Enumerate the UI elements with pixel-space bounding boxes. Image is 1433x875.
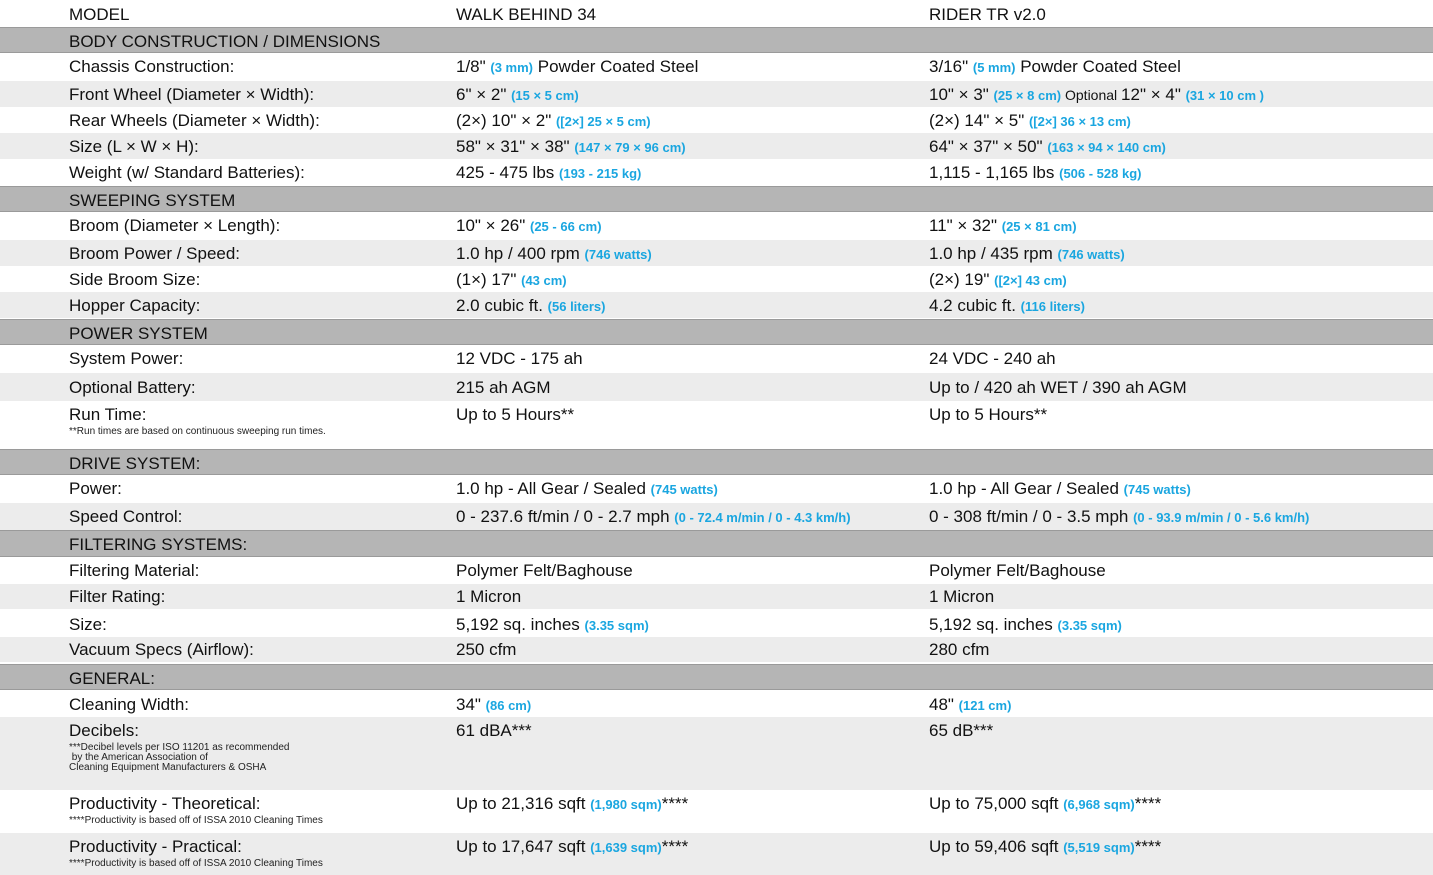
value-text: 1.0 hp / 400 rpm [456, 244, 585, 263]
walk-behind-value [456, 508, 851, 525]
rider-value [929, 641, 989, 658]
value-text: 5,192 sq. inches [929, 615, 1058, 634]
spec-label: Chassis Construction: [69, 57, 235, 76]
metric-conversion: (3 mm) [490, 60, 534, 75]
rider-value [929, 722, 993, 739]
value-text: 6" × 2" [456, 85, 512, 104]
spec-row [0, 717, 1433, 790]
value-text: 250 cfm [456, 640, 517, 659]
value-text: 215 ah AGM [456, 378, 551, 397]
walk-behind-value [456, 245, 652, 262]
value-text: 10" × 3" [929, 85, 994, 104]
metric-conversion: (746 watts) [584, 247, 652, 262]
metric-conversion: ([2×] 25 × 5 cm) [555, 114, 651, 129]
metric-conversion: (746 watts) [1057, 247, 1125, 262]
value-text: Up to 21,316 sqft [456, 794, 591, 813]
value-text: 1.0 hp / 435 rpm [929, 244, 1058, 263]
metric-conversion: (25 × 8 cm) [993, 88, 1062, 103]
value-text: Up to / 420 ah WET / 390 ah AGM [929, 378, 1187, 397]
spec-label: Run Time: [69, 405, 147, 424]
value-text: 5,192 sq. inches [456, 615, 585, 634]
walk-behind-value [456, 616, 649, 633]
spec-row [0, 373, 1433, 401]
spec-row [0, 346, 1433, 371]
value-text: 24 VDC - 240 ah [929, 349, 1056, 368]
metric-conversion: (3.35 sqm) [584, 618, 649, 633]
spec-row [0, 159, 1433, 185]
value-text: 10" × 26" [456, 216, 530, 235]
spec-label: Size (L × W × H): [69, 137, 199, 156]
walk-behind-value [456, 838, 688, 855]
metric-conversion: (116 liters) [1020, 299, 1085, 314]
rider-value [929, 217, 1077, 234]
value-text: 65 dB*** [929, 721, 994, 740]
value-text: 1 Micron [929, 587, 995, 606]
spec-label: Weight (w/ Standard Batteries): [69, 163, 305, 182]
spec-row [0, 292, 1433, 318]
header-row [0, 6, 1433, 26]
rider-value [929, 245, 1125, 262]
spec-row [0, 476, 1433, 501]
value-text: Up to 5 Hours** [929, 405, 1048, 424]
walk-behind-value [456, 722, 532, 739]
footnote: ***Decibel levels per ISO 11201 as recommended by the American Association of Cleaning Equipment Manufacturers & OSHA [69, 742, 290, 773]
footnote: **Run times are based on continuous sweeping run times. [69, 426, 326, 437]
spec-row [0, 401, 1433, 448]
spec-label: Filtering Material: [69, 561, 200, 580]
metric-conversion: (506 - 528 kg) [1059, 166, 1142, 181]
metric-conversion: (6,968 sqm) [1063, 797, 1135, 812]
spec-row [0, 133, 1433, 159]
walk-behind-value [456, 588, 521, 605]
metric-conversion: (43 cm) [521, 273, 567, 288]
footnote: ****Productivity is based off of ISSA 2010 Cleaning Times [69, 858, 323, 869]
rider-value [929, 164, 1141, 181]
rider-value [929, 508, 1309, 525]
rider-value [929, 406, 1047, 423]
spec-row [0, 54, 1433, 79]
value-text: Polymer Felt/Baghouse [456, 561, 633, 580]
rider-value [929, 696, 1011, 713]
walk-behind-value [456, 297, 605, 314]
spec-row [0, 266, 1433, 292]
value-text: Up to 59,406 sqft [929, 837, 1064, 856]
metric-conversion: (1,980 sqm) [590, 797, 662, 812]
walk-behind-value [456, 217, 602, 234]
section-header [0, 664, 1433, 690]
value-suffix: **** [661, 837, 689, 856]
section-header [0, 27, 1433, 53]
value-text: 34" [456, 695, 486, 714]
value-text: 58" × 31" × 38" [456, 137, 575, 156]
walk-behind-value [456, 271, 567, 288]
spec-row [0, 503, 1433, 530]
spec-label: Hopper Capacity: [69, 296, 201, 315]
rider-value [929, 58, 1181, 75]
spec-row [0, 213, 1433, 238]
metric-conversion: (121 cm) [958, 698, 1012, 713]
rider-value [929, 271, 1067, 288]
walk-behind-value [456, 86, 579, 103]
rider-value [929, 379, 1187, 396]
metric-conversion: (56 liters) [547, 299, 606, 314]
metric-conversion: (147 × 79 × 96 cm) [574, 140, 686, 155]
rider-value [929, 795, 1161, 812]
spec-label: System Power: [69, 349, 184, 368]
value-text: 1.0 hp - All Gear / Sealed [456, 479, 651, 498]
section-title: SWEEPING SYSTEM [69, 191, 236, 210]
spec-label: Size: [69, 615, 107, 634]
section-header [0, 319, 1433, 345]
rider-value [929, 480, 1191, 497]
spec-row [0, 107, 1433, 133]
metric-conversion: (25 × 81 cm) [1001, 219, 1077, 234]
metric-conversion: (86 cm) [485, 698, 532, 713]
metric-conversion: (163 × 94 × 140 cm) [1047, 140, 1166, 155]
spec-row [0, 240, 1433, 266]
rider-value [929, 562, 1106, 579]
metric-conversion: (15 × 5 cm) [511, 88, 579, 103]
metric-conversion: (5 mm) [972, 60, 1016, 75]
section-header [0, 530, 1433, 557]
spec-label: Filter Rating: [69, 587, 166, 606]
spec-label: Power: [69, 479, 122, 498]
value-text: 280 cfm [929, 640, 990, 659]
value-text: Polymer Felt/Baghouse [929, 561, 1106, 580]
spec-label: Broom Power / Speed: [69, 244, 241, 263]
metric-conversion: (745 watts) [650, 482, 718, 497]
value-text: 1,115 - 1,165 lbs [929, 163, 1060, 182]
section-header [0, 449, 1433, 475]
value-text: Up to 75,000 sqft [929, 794, 1064, 813]
value-suffix: Powder Coated Steel [533, 57, 699, 76]
rider-value [929, 297, 1085, 314]
value-text: 2.0 cubic ft. [456, 296, 548, 315]
spec-row [0, 790, 1433, 833]
spec-label: Vacuum Specs (Airflow): [69, 640, 254, 659]
rider-value [929, 838, 1161, 855]
spec-label: Decibels: [69, 721, 139, 740]
metric-conversion: (745 watts) [1123, 482, 1191, 497]
value-text: 12 VDC - 175 ah [456, 349, 583, 368]
walk-behind-value [456, 58, 698, 75]
walk-behind-value [456, 641, 516, 658]
spec-label: Optional Battery: [69, 378, 196, 397]
metric-conversion: (0 - 93.9 m/min / 0 - 5.6 km/h) [1133, 510, 1310, 525]
value-text: (1×) 17" [456, 270, 522, 289]
spec-row [0, 637, 1433, 662]
value-text: (2×) 14" × 5" [929, 111, 1029, 130]
rider-value [929, 588, 994, 605]
value-text: 3/16" [929, 57, 973, 76]
section-title: POWER SYSTEM [69, 324, 208, 343]
section-title: DRIVE SYSTEM: [69, 454, 201, 473]
metric-conversion: (193 - 215 kg) [559, 166, 642, 181]
value-text: (2×) 19" [929, 270, 995, 289]
value-text: 48" [929, 695, 959, 714]
value-suffix: **** [1134, 837, 1162, 856]
spec-row [0, 584, 1433, 609]
value-text: 11" × 32" [929, 216, 1002, 235]
section-header [0, 186, 1433, 212]
spec-row [0, 557, 1433, 584]
value-text: Up to 17,647 sqft [456, 837, 591, 856]
value-text: 0 - 237.6 ft/min / 0 - 2.7 mph [456, 507, 675, 526]
value-text: 0 - 308 ft/min / 0 - 3.5 mph [929, 507, 1134, 526]
walk-behind-value [456, 164, 641, 181]
walk-behind-value [456, 138, 686, 155]
spec-label: Cleaning Width: [69, 695, 190, 714]
optional-label: Optional [1061, 87, 1122, 103]
header-walk-behind: WALK BEHIND 34 [456, 5, 597, 24]
spec-label: Rear Wheels (Diameter × Width): [69, 111, 320, 130]
value-text: Up to 5 Hours** [456, 405, 575, 424]
section-title: FILTERING SYSTEMS: [69, 535, 248, 554]
walk-behind-value [456, 795, 688, 812]
optional-value: 12" × 4" [1121, 85, 1186, 104]
spec-label: Speed Control: [69, 507, 183, 526]
value-text: 64" × 37" × 50" [929, 137, 1048, 156]
value-suffix: Powder Coated Steel [1015, 57, 1181, 76]
value-text: 4.2 cubic ft. [929, 296, 1021, 315]
value-text: 425 - 475 lbs [456, 163, 560, 182]
spec-row [0, 611, 1433, 637]
spec-label: Front Wheel (Diameter × Width): [69, 85, 315, 104]
header-rider: RIDER TR v2.0 [929, 5, 1046, 24]
walk-behind-value [456, 350, 583, 367]
spec-row [0, 691, 1433, 717]
metric-conversion: ([2×] 43 cm) [994, 273, 1067, 288]
walk-behind-value [456, 112, 651, 129]
value-text: 1/8" [456, 57, 491, 76]
section-title: GENERAL: [69, 669, 155, 688]
value-suffix: **** [1134, 794, 1162, 813]
rider-value [929, 616, 1122, 633]
walk-behind-value [456, 480, 718, 497]
walk-behind-value [456, 406, 574, 423]
rider-value [929, 138, 1166, 155]
footnote: ****Productivity is based off of ISSA 2010 Cleaning Times [69, 815, 323, 826]
rider-value [929, 350, 1056, 367]
value-text: 61 dBA*** [456, 721, 532, 740]
header-model: MODEL [69, 5, 130, 24]
spec-label: Productivity - Practical: [69, 837, 242, 856]
metric-conversion: (0 - 72.4 m/min / 0 - 4.3 km/h) [674, 510, 851, 525]
metric-conversion: (31 × 10 cm ) [1185, 88, 1264, 103]
spec-label: Side Broom Size: [69, 270, 201, 289]
metric-conversion: (25 - 66 cm) [530, 219, 602, 234]
metric-conversion: (5,519 sqm) [1063, 840, 1135, 855]
walk-behind-value [456, 696, 531, 713]
section-title: BODY CONSTRUCTION / DIMENSIONS [69, 32, 381, 51]
value-text: 1 Micron [456, 587, 522, 606]
value-text: 1.0 hp - All Gear / Sealed [929, 479, 1124, 498]
spec-row [0, 833, 1433, 875]
value-text: (2×) 10" × 2" [456, 111, 556, 130]
walk-behind-value [456, 379, 551, 396]
spec-label: Broom (Diameter × Length): [69, 216, 281, 235]
rider-value [929, 86, 1264, 103]
spec-label: Productivity - Theoretical: [69, 794, 261, 813]
metric-conversion: (3.35 sqm) [1057, 618, 1122, 633]
walk-behind-value [456, 562, 633, 579]
metric-conversion: ([2×] 36 × 13 cm) [1028, 114, 1131, 129]
value-suffix: **** [661, 794, 689, 813]
rider-value [929, 112, 1131, 129]
spec-row [0, 81, 1433, 107]
metric-conversion: (1,639 sqm) [590, 840, 662, 855]
